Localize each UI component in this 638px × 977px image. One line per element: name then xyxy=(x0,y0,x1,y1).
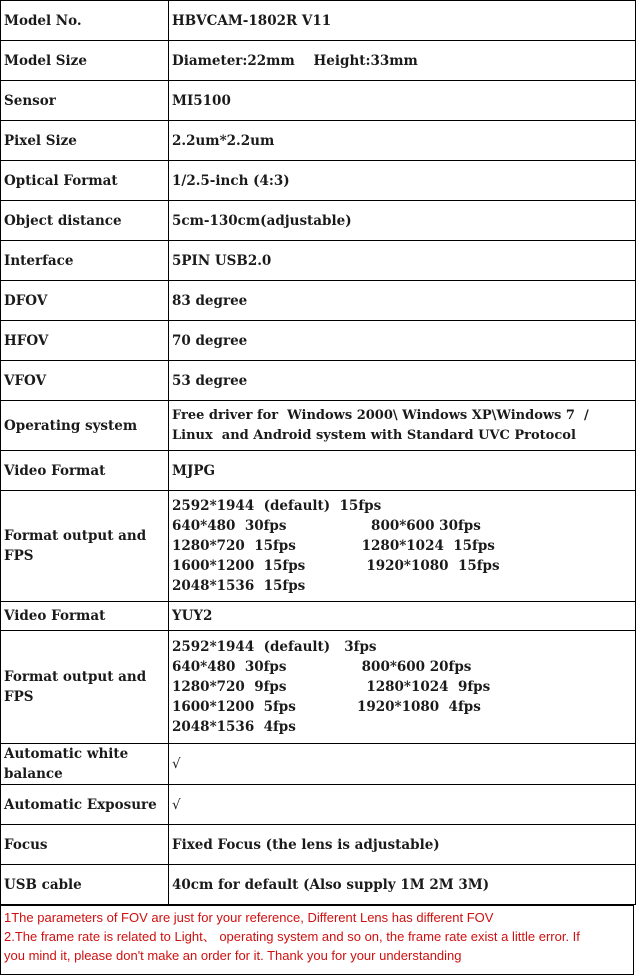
spec-row-auto-exposure xyxy=(1,785,636,825)
spec-row-auto-white-balance xyxy=(1,744,636,785)
spec-row-video-format-mjpg xyxy=(1,451,636,491)
note-line: 1The parameters of FOV are just for your reference, Different Lens has different FOV xyxy=(4,910,494,925)
spec-label: Focus xyxy=(1,825,169,865)
spec-value: 83 degree xyxy=(169,281,636,321)
spec-label: Operating system xyxy=(1,401,169,451)
spec-row-hfov xyxy=(1,321,636,361)
spec-value: YUY2 xyxy=(169,602,636,631)
spec-value: 70 degree xyxy=(169,321,636,361)
spec-label: Format output and FPS xyxy=(1,491,169,602)
spec-label: USB cable xyxy=(1,865,169,905)
spec-label: Interface xyxy=(1,241,169,281)
spec-value: MI5100 xyxy=(169,81,636,121)
spec-label: Model Size xyxy=(1,41,169,81)
spec-row-format-output-yuy2 xyxy=(1,631,636,744)
spec-label: Sensor xyxy=(1,81,169,121)
spec-value: 5PIN USB2.0 xyxy=(169,241,636,281)
spec-row-pixel-size xyxy=(1,121,636,161)
spec-row-operating-system xyxy=(1,401,636,451)
check-icon: √ xyxy=(169,785,636,825)
spec-label: Automatic white balance xyxy=(1,744,169,785)
spec-row-model-no xyxy=(1,1,636,41)
spec-value: 2592*1944 (default) 15fps 640*480 30fps 800*600 30fps 1280*720 15fps 1280*1024 15fps 1600*1200 15fps 1920*1080 15fps 2048*1536 15fps xyxy=(169,491,636,602)
spec-value: Diameter:22mm Height:33mm xyxy=(169,41,636,81)
spec-row-format-output-mjpg xyxy=(1,491,636,602)
spec-label: Object distance xyxy=(1,201,169,241)
spec-label: Optical Format xyxy=(1,161,169,201)
spec-row-focus xyxy=(1,825,636,865)
spec-row-sensor xyxy=(1,81,636,121)
spec-row-object-distance xyxy=(1,201,636,241)
check-icon: √ xyxy=(169,744,636,785)
spec-label: HFOV xyxy=(1,321,169,361)
spec-label: VFOV xyxy=(1,361,169,401)
spec-label: DFOV xyxy=(1,281,169,321)
spec-label: Video Format xyxy=(1,451,169,491)
spec-value: Fixed Focus (the lens is adjustable) xyxy=(169,825,636,865)
spec-value: 40cm for default (Also supply 1M 2M 3M) xyxy=(169,865,636,905)
spec-value: 2.2um*2.2um xyxy=(169,121,636,161)
note-line: 2.The frame rate is related to Light、 operating system and so on, the frame rate exist a little error. If xyxy=(4,929,580,944)
spec-value: MJPG xyxy=(169,451,636,491)
spec-value: Free driver for Windows 2000\ Windows XP\Windows 7 / Linux and Android system with Standard UVC Protocol xyxy=(169,401,636,451)
spec-label: Automatic Exposure xyxy=(1,785,169,825)
spec-row-optical-format xyxy=(1,161,636,201)
spec-row-dfov xyxy=(1,281,636,321)
spec-value: 2592*1944 (default) 3fps 640*480 30fps 800*600 20fps 1280*720 9fps 1280*1024 9fps 1600*1200 5fps 1920*1080 4fps 2048*1536 4fps xyxy=(169,631,636,744)
spec-row-model-size xyxy=(1,41,636,81)
spec-value: 5cm-130cm(adjustable) xyxy=(169,201,636,241)
spec-label: Model No. xyxy=(1,1,169,41)
spec-row-usb-cable xyxy=(1,865,636,905)
note-line: you mind it, please don't make an order for it. Thank you for your understanding xyxy=(4,948,462,963)
notes-box xyxy=(0,905,634,975)
spec-value: 53 degree xyxy=(169,361,636,401)
spec-label: Video Format xyxy=(1,602,169,631)
spec-row-video-format-yuy2 xyxy=(1,602,636,631)
spec-row-vfov xyxy=(1,361,636,401)
spec-label: Pixel Size xyxy=(1,121,169,161)
spec-value: 1/2.5-inch (4:3) xyxy=(169,161,636,201)
spec-label: Format output and FPS xyxy=(1,631,169,744)
spec-value: HBVCAM-1802R V11 xyxy=(169,1,636,41)
spec-row-interface xyxy=(1,241,636,281)
